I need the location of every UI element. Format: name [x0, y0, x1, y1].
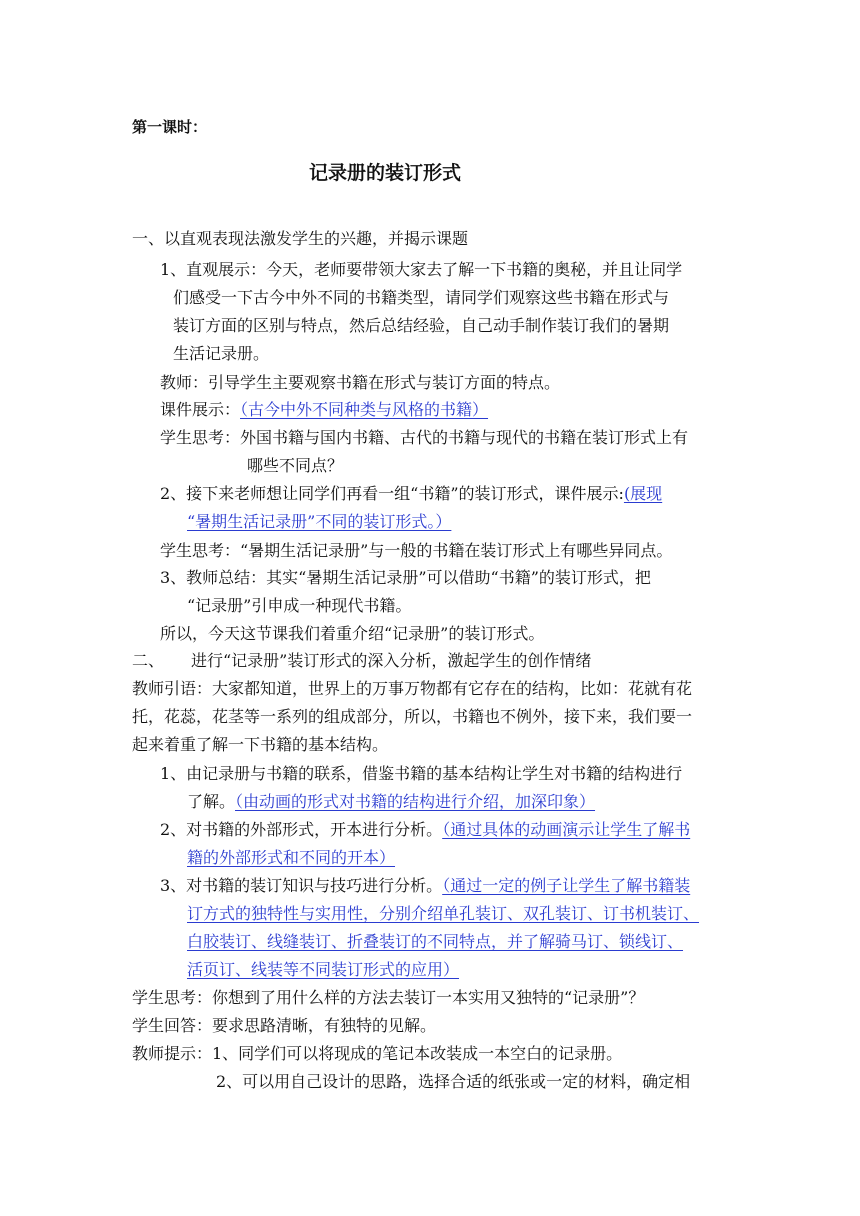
section2-item3-link[interactable]: 活页订、线装等不同装订形式的应用） — [187, 960, 460, 979]
section1-item2-line — [160, 483, 662, 505]
section2-item1-line — [187, 791, 595, 813]
section1-item2-link[interactable]: (展现 — [623, 484, 663, 503]
section1-item3-line: “记录册”引申成一种现代书籍。 — [187, 596, 412, 615]
section2-item1-line: 1、由记录册与书籍的联系，借鉴书籍的基本结构让学生对书籍的结构进行 — [160, 764, 683, 783]
section1-conclusion: 所以，今天这节课我们着重介绍“记录册”的装订形式。 — [160, 624, 545, 643]
section2-item3-line — [187, 931, 683, 953]
section2-item2-link[interactable]: 籍的外部形式和不同的开本） — [187, 848, 396, 867]
section2-heading: 进行“记录册”装订形式的深入分析，激起学生的创作情绪 — [191, 651, 592, 670]
section2-item3-line — [160, 875, 690, 897]
section2-intro-line: 教师引语：大家都知道，世界上的万事万物都有它存在的结构，比如：花就有花 — [132, 679, 693, 698]
section1-heading: 一、以直观表现法激发学生的兴趣，并揭示课题 — [132, 229, 469, 248]
student-think-line: 学生思考：外国书籍与国内书籍、古代的书籍与现代的书籍在装订形式上有 — [160, 428, 689, 447]
section1-item1-line: 生活记录册。 — [173, 344, 270, 363]
student-think-line: 学生思考：“暑期生活记录册”与一般的书籍在装订形式上有哪些异同点。 — [160, 541, 673, 560]
courseware-label: 课件展示： — [160, 400, 241, 419]
section1-item2-line — [187, 511, 451, 533]
section1-item1-line: 1、直观展示：今天，老师要带领大家去了解一下书籍的奥秘，并且让同学 — [160, 260, 683, 279]
section2-intro-line: 托，花蕊，花茎等一系列的组成部分，所以，书籍也不例外，接下来，我们要一 — [132, 707, 693, 726]
section1-item3-line: 3、教师总结：其实“暑期生活记录册”可以借助“书籍”的装订形式，把 — [160, 568, 651, 587]
section1-item2-text: 2、接下来老师想让同学们再看一组“书籍”的装订形式，课件展示: — [160, 484, 624, 503]
lesson-label: 第一课时： — [132, 118, 208, 136]
section1-item2-link[interactable]: “暑期生活记录册”不同的装订形式。） — [187, 512, 452, 531]
section2-item3-link[interactable]: 白胶装订、线缝装订、折叠装订的不同特点，并了解骑马订、锁线订、 — [187, 932, 684, 951]
section2-item3-line — [187, 959, 459, 981]
section2-item2-line — [187, 847, 395, 869]
section2-item1-text: 了解。 — [187, 792, 236, 811]
section2-intro-line: 起来着重了解一下书籍的基本结构。 — [132, 735, 389, 754]
student-answer-line: 学生回答：要求思路清晰，有独特的见解。 — [132, 1016, 437, 1035]
section2-item2-line — [160, 819, 690, 841]
teacher-hint-line: 2、可以用自己设计的思路，选择合适的纸张或一定的材料，确定相 — [216, 1072, 691, 1091]
section2-item3-text: 3、对书籍的装订知识与技巧进行分析。 — [160, 876, 443, 895]
section2-item2-link[interactable]: （通过具体的动画演示让学生了解书 — [442, 820, 691, 839]
section2-item3-link[interactable]: 订方式的独特性与实用性，分别介绍单孔装订、双孔装订、订书机装订、 — [187, 904, 700, 923]
section1-item1-line: 们感受一下古今中外不同的书籍类型，请同学们观察这些书籍在形式与 — [173, 288, 670, 307]
teacher-hint-line: 教师提示：1、同学们可以将现成的笔记本改装成一本空白的记录册。 — [132, 1044, 623, 1063]
section2-item3-line — [187, 903, 699, 925]
student-think-line: 哪些不同点？ — [247, 456, 344, 475]
document-title: 记录册的装订形式 — [308, 162, 461, 184]
section2-number: 二、 — [132, 651, 165, 670]
courseware-line — [160, 399, 488, 421]
section2-item3-link[interactable]: （通过一定的例子让学生了解书籍装 — [442, 876, 691, 895]
section2-item2-text: 2、对书籍的外部形式，开本进行分析。 — [160, 820, 443, 839]
courseware-link[interactable]: （古今中外不同种类与风格的书籍） — [240, 400, 489, 419]
section1-item1-line: 装订方面的区别与特点，然后总结经验，自己动手制作装订我们的暑期 — [173, 316, 670, 335]
section2-item1-link[interactable]: （由动画的形式对书籍的结构进行介绍，加深印象） — [235, 792, 596, 811]
student-think-line: 学生思考：你想到了用什么样的方法去装订一本实用又独特的“记录册”？ — [132, 988, 645, 1007]
teacher-guide: 教师：引导学生主要观察书籍在形式与装订方面的特点。 — [160, 373, 561, 392]
